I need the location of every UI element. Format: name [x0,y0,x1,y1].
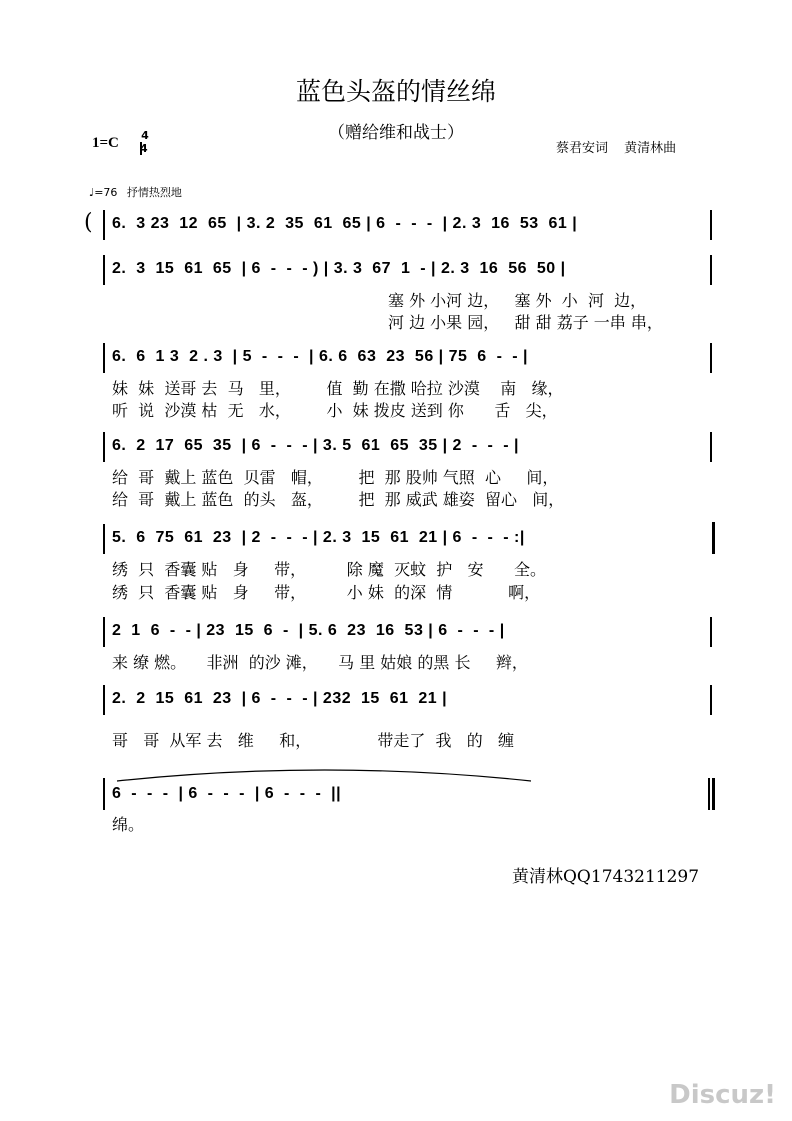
expression-mark: 抒情热烈地 [126,186,182,199]
barline [710,255,712,285]
barline [710,343,712,373]
barline [103,255,105,285]
song-subtitle: （赠给维和战士） [328,123,464,143]
tempo-value: ♩=76 [89,186,118,199]
barline [103,524,105,554]
tempo-marking [89,184,182,200]
barline [103,210,105,240]
notation-row-6: 2 1 6 - - | 23 15 6 - | 5. 6 23 16 53 | 6 - - - | [112,622,505,639]
author-signature: 黄清林QQ1743211297 [512,867,700,887]
notation-row-7: 2. 2 15 61 23 | 6 - - - | 232 15 61 21 | [112,690,448,707]
lyric-row-8: 绵。 [112,815,145,834]
notation-row-4: 6. 2 17 65 35 | 6 - - - | 3. 5 61 65 35 | 2 - - - | [112,437,520,454]
lyric-row-4b: 给 哥 戴上 蓝色 的头 盔， 把 那 威武 雄姿 留心 间， [112,490,565,509]
repeat-barline [712,522,715,554]
long-tie [115,765,535,785]
lyric-row-5a: 绣 只 香囊 贴 身 带， 除 魔 灭蚊 护 安 全。 [112,560,547,579]
notation-row-8: 6 - - - | 6 - - - | 6 - - - || [112,785,342,802]
credits: 蔡君安词 黄清林曲 [556,141,677,156]
barline [710,617,712,647]
lyric-row-3a: 妹 妹 送哥 去 马 里， 值 勤 在撒 哈拉 沙漠 南 缘， [112,379,564,398]
barline [103,778,105,810]
lyric-row-4a: 给 哥 戴上 蓝色 贝雷 帽， 把 那 股帅 气照 心 间， [112,468,559,487]
notation-row-1: 6. 3 23 12 65 | 3. 2 35 61 65 | 6 - - - | 2. 3 16 53 61 | [112,215,578,232]
final-barline-thick [712,778,715,810]
final-barline-thin [708,778,710,810]
lyric-row-2b: 河 边 小果 园， 甜 甜 荔子 一串 串， [388,313,663,332]
notation-row-2: 2. 3 15 61 65 | 6 - - - ) | 3. 3 67 1 - | 2. 3 16 56 50 | [112,260,566,277]
lyric-row-2a: 塞 外 小河 边， 塞 外 小 河 边， [388,291,647,310]
key-signature: 1=C [92,135,119,151]
barline [710,210,712,240]
watermark: Discuz! [669,1080,776,1110]
lyric-row-3b: 听 说 沙漠 枯 无 水， 小 妹 拨皮 送到 你 舌 尖， [112,401,558,420]
barline [710,432,712,462]
barline [103,617,105,647]
barline [103,432,105,462]
barline [103,685,105,715]
notation-row-5: 5. 6 75 61 23 | 2 - - - | 2. 3 15 61 21 | 6 - - - :| [112,529,525,546]
song-title: 蓝色头盔的情丝绵 [295,77,496,106]
lyric-row-7: 哥 哥 从军 去 维 和， 带走了 我 的 缠 [112,731,515,750]
time-signature: 4 4 [140,129,149,155]
barline [710,685,712,715]
notation-row-3: 6. 6 1 3 2 . 3 | 5 - - - | 6. 6 63 23 56 | 75 6 - - | [112,348,529,365]
barline [103,343,105,373]
lyric-row-5b: 绣 只 香囊 贴 身 带， 小 妹 的深 情 啊， [112,583,541,602]
lyric-row-6: 来 缭 燃。 非洲 的沙 滩， 马 里 姑娘 的黑 长 辫， [112,653,528,672]
open-paren: ( [84,210,93,235]
